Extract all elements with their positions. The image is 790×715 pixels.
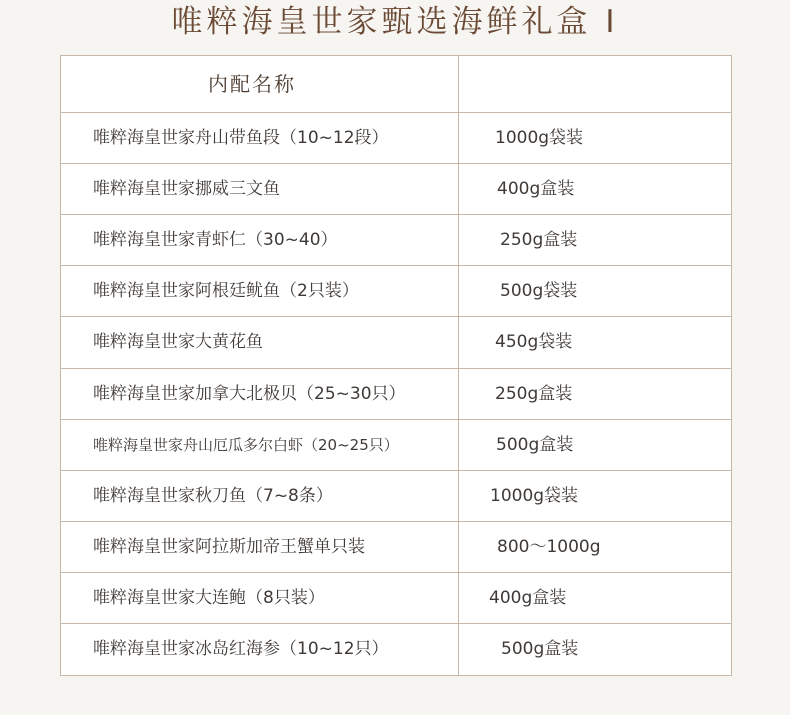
item-name: 唯粹海皇世家秋刀鱼（7~8条） [93,486,333,506]
gift-box-contents-table [60,55,732,676]
item-name: 唯粹海皇世家舟山厄瓜多尔白虾（20~25只） [93,436,399,454]
item-name: 唯粹海皇世家阿拉斯加帝王蟹单只装 [93,537,365,557]
table-row [61,624,731,675]
item-name: 唯粹海皇世家阿根廷鱿鱼（2只装） [93,281,359,301]
item-name: 唯粹海皇世家大连鲍（8只装） [93,588,325,608]
table-row [61,266,731,317]
page-title: 唯粹海皇世家甄选海鲜礼盒 I [171,4,619,40]
item-name: 唯粹海皇世家冰岛红海参（10~12只） [93,639,389,659]
item-name: 唯粹海皇世家大黄花鱼 [93,332,263,352]
item-weight: 1000g袋装 [495,128,584,148]
item-weight: 400g盒装 [489,588,567,608]
item-name: 唯粹海皇世家舟山带鱼段（10~12段） [93,128,389,148]
item-weight: 250g盒装 [500,230,578,250]
table-row [61,317,731,369]
item-weight: 400g盒装 [497,179,575,199]
table-row [61,215,731,266]
table-row [61,573,731,624]
table-row [61,369,731,420]
table-row [61,420,731,471]
table-row [61,471,731,522]
item-weight: 500g袋装 [500,281,578,301]
item-name: 唯粹海皇世家挪威三文鱼 [93,179,280,199]
item-name: 唯粹海皇世家加拿大北极贝（25~30只） [93,384,406,404]
header-name-cell: 内配名称 [208,72,296,96]
item-weight: 450g袋装 [495,332,573,352]
item-weight: 250g盒装 [495,384,573,404]
table-row [61,522,731,573]
table-row [61,113,731,164]
table-header-row [61,56,731,113]
item-name: 唯粹海皇世家青虾仁（30~40） [93,230,338,250]
item-weight: 500g盒装 [496,435,574,455]
item-weight: 800～1000g [497,537,601,557]
table-row [61,164,731,215]
item-weight: 500g盒装 [501,639,579,659]
item-weight: 1000g袋装 [490,486,579,506]
